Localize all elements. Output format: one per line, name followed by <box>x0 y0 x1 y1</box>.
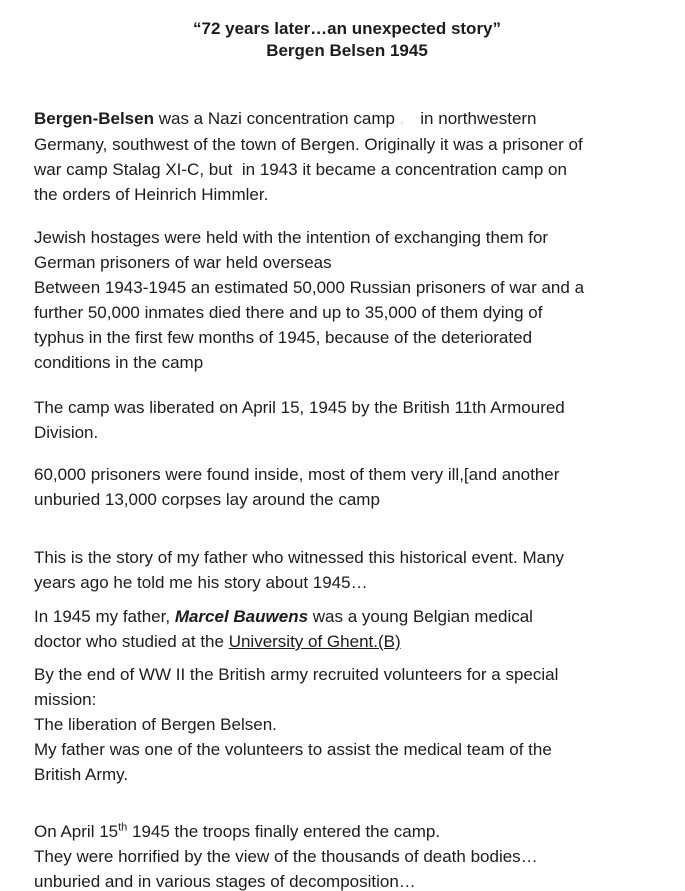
text-line: doctor who studied at the <box>34 632 229 651</box>
text-line: Division. <box>34 423 99 442</box>
text-line: The camp was liberated on April 15, 1945 by the British 11th Armoured <box>34 398 565 417</box>
document-title <box>34 18 660 62</box>
document-title-line1: “72 years later…an unexpected story” <box>192 19 502 38</box>
text-line: Jewish hostages were held with the intention of exchanging them for <box>34 228 549 247</box>
text-line: This is the story of my father who witnessed this historical event. Many <box>34 548 565 567</box>
text-line: unburied 13,000 corpses lay around the camp <box>34 490 380 509</box>
paragraph-troops-entered <box>34 819 660 891</box>
paragraph-bergen-belsen-intro <box>34 106 660 207</box>
document-title-line2: Bergen Belsen 1945 <box>266 41 428 60</box>
bold-italic-marcel-bauwens: Marcel Bauwens <box>174 607 309 626</box>
text-line: further 50,000 inmates died there and up to 35,000 of them dying of <box>34 303 543 322</box>
text-line: Between 1943-1945 an estimated 50,000 Russian prisoners of war and a <box>34 278 585 297</box>
text-line: In 1945 my father, <box>34 607 175 626</box>
text-line: 1945 the troops finally entered the camp. <box>127 822 441 841</box>
text-line: They were horrified by the view of the thousands of death bodies… <box>34 847 538 866</box>
paragraph-liberation <box>34 395 660 445</box>
paragraph-marcel-bauwens <box>34 604 660 654</box>
text-line: unburied and in various stages of decomposition… <box>34 872 416 891</box>
text-line: German prisoners of war held overseas <box>34 253 332 272</box>
text-line: 60,000 prisoners were found inside, most of them very ill,[and another <box>34 465 560 484</box>
text-line: Germany, southwest of the town of Bergen. Originally it was a prisoner of <box>34 135 583 154</box>
faint-annotation-mark: , <box>399 112 404 126</box>
text-line: was a Nazi concentration camp <box>153 109 395 128</box>
paragraph-story-of-father <box>34 545 660 595</box>
text-line: By the end of WW II the British army recruited volunteers for a special <box>34 665 559 684</box>
text-line: in northwestern <box>420 109 537 128</box>
paragraph-prisoners-found <box>34 462 660 512</box>
text-line: On April 15 <box>34 822 119 841</box>
text-line: conditions in the camp <box>34 353 204 372</box>
text-line: The liberation of Bergen Belsen. <box>34 715 277 734</box>
text-line: war camp Stalag XI-C, but in 1943 it became a concentration camp on <box>34 160 567 179</box>
text-line: was a young Belgian medical <box>308 607 533 626</box>
paragraph-jewish-hostages <box>34 225 660 375</box>
paragraph-british-army-mission <box>34 662 660 787</box>
text-line: British Army. <box>34 765 129 784</box>
text-line: My father was one of the volunteers to assist the medical team of the <box>34 740 552 759</box>
bold-bergen-belsen: Bergen-Belsen <box>34 109 154 128</box>
superscript-th: th <box>118 821 128 834</box>
text-line: the orders of Heinrich Himmler. <box>34 185 269 204</box>
text-line: typhus in the first few months of 1945, because of the deteriorated <box>34 328 533 347</box>
text-line: mission: <box>34 690 97 709</box>
text-line: years ago he told me his story about 1945… <box>34 573 368 592</box>
university-of-ghent-link[interactable]: University of Ghent.(B) <box>228 632 401 651</box>
